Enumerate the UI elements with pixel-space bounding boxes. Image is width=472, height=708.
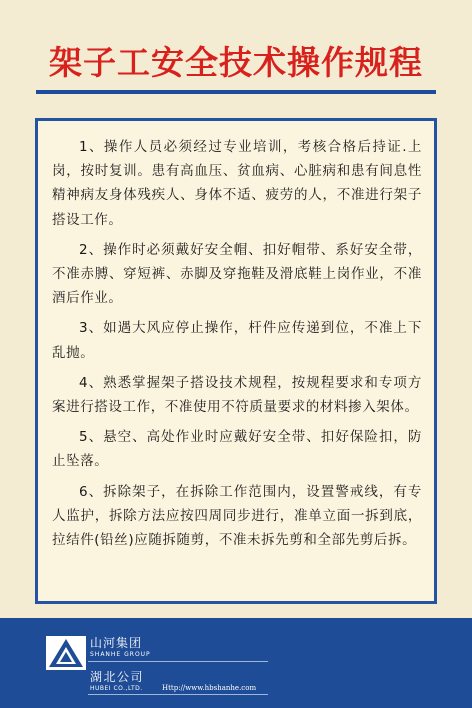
rule-item-6: 6、拆除架子，在拆除工作范围内，设置警戒线，有专人监护，拆除方法应按四周同步进行，准单立面一拆到底，拉结件(铅丝)应随拆随剪，不准未拆先剪和全部先剪后拆。 — [52, 483, 422, 549]
rules-panel — [35, 118, 437, 604]
footer-divider — [88, 661, 268, 662]
rule-item-2: 2、操作时必须戴好安全帽、扣好帽带、系好安全带，不准赤膊、穿短裤、赤脚及穿拖鞋及滑底鞋上岗作业，不准酒后作业。 — [52, 241, 422, 307]
company-name-en: SHANHE GROUP — [90, 651, 151, 658]
rule-item-4: 4、熟悉掌握架子搭设技术规程，按规程要求和专项方案进行搭设工作，不准使用不符质量要求的材料掺入架体。 — [52, 374, 422, 416]
rule-item-5: 5、悬空、高处作业时应戴好安全带、扣好保险扣，防止坠落。 — [52, 429, 422, 470]
company-footer — [0, 618, 472, 708]
branch-name-en: HUBEI CO.,LTD. — [90, 685, 143, 692]
company-logo-icon — [46, 636, 86, 670]
rule-item-3: 3、如遇大风应停止操作，杆件应传递到位，不准上下乱抛。 — [52, 320, 422, 361]
title-underline — [36, 90, 436, 94]
footer-divider-bottom — [88, 694, 268, 695]
company-name: 山河集团 — [90, 636, 143, 650]
website-url: Http://www.hbshanhe.com — [162, 684, 257, 692]
rule-item-1: 1、操作人员必须经过专业培训，考核合格后持证.上岗，按时复训。患有高血压、贫血病、心脏病和患有间息性精神病友身体残疾人、身体不适、疲劳的人，不准进行架子搭设工作。 — [52, 139, 422, 228]
branch-name: 湖北公司 — [90, 670, 145, 684]
page-title: 架子工安全技术操作规程 — [49, 43, 423, 82]
title-header — [36, 38, 436, 94]
